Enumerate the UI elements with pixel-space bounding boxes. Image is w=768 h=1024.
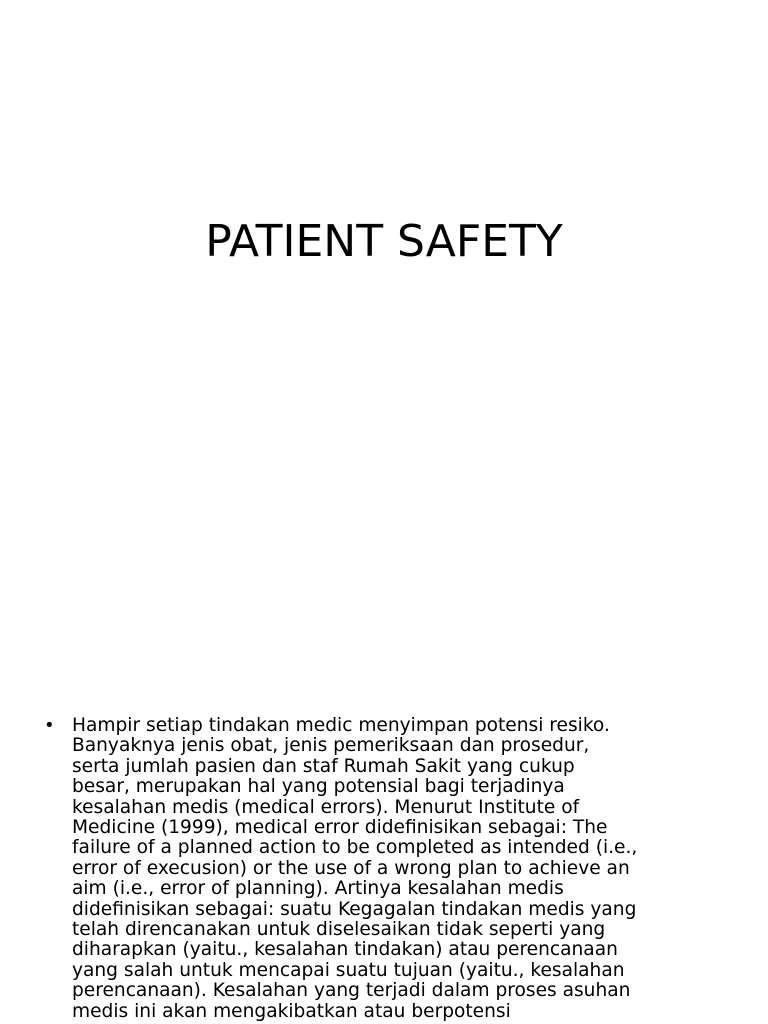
bullet-item: [44, 716, 744, 1022]
bullet-text: Hampir setiap tindakan medic menyimpan potensi resiko. Banyaknya jenis obat, jenis pemeriksaan dan prosedur, serta jumlah pasien dan staf Rumah Sakit yang cukup besar, merupakan hal yang potensial bagi terjadinya kesalahan medis (medical errors). Menurut Institute of Medicine (1999), medical error didefinisikan sebagai: The failure of a planned action to be completed as intended (i.e., error of execusion) or the use of a wrong plan to achieve an aim (i.e., error of planning). Artinya kesalahan medis didefinisikan sebagai: suatu Kegagalan tindakan medis yang telah direncanakan untuk diselesaikan tidak seperti yang diharapkan (yaitu., kesalahan tindakan) atau perencanaan yang salah untuk mencapai suatu tujuan (yaitu., kesalahan perencanaan). Kesalahan yang terjadi dalam proses asuhan medis ini akan mengakibatkan atau berpotensi: [72, 715, 638, 1022]
slide-title: PATIENT SAFETY: [205, 216, 563, 267]
bullet-list: [44, 716, 744, 1022]
bullet-marker: •: [44, 715, 55, 736]
